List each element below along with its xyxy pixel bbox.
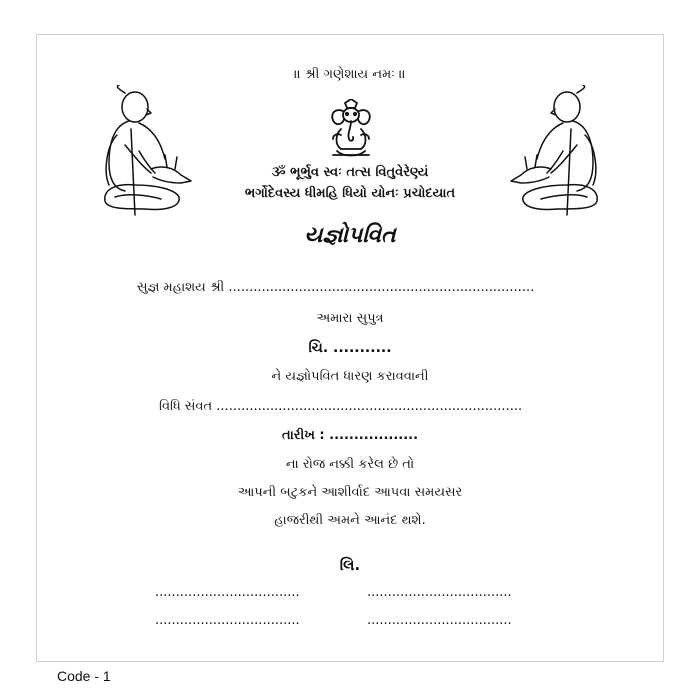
- son-line: અમારા સુપુત્ર: [316, 311, 384, 326]
- ganesha-icon: [325, 99, 377, 161]
- sign-dots-4: ...................................: [367, 613, 512, 628]
- chi-row: [37, 340, 663, 356]
- blessing-line: આપની બટુકને આશીર્વાદ આપવા સમયસર: [237, 485, 463, 500]
- invocation-text: ॥ શ્રી ગણેશાય નમઃ ॥: [294, 67, 406, 82]
- sign-dots-1: ...................................: [155, 585, 300, 600]
- ceremony-line: ને યજ્ઞોપવિત ધારણ કરાવવાની: [271, 369, 429, 384]
- mantra-line-1: ૐ ભૂર્ભુવ સ્વઃ તત્સ વિતુવેરેણ્યં: [271, 165, 429, 180]
- signed-label: લિ.: [339, 556, 361, 574]
- date-dots: ..................: [329, 428, 419, 443]
- greeting-label: સુજ્ઞ મહાશય શ્રી: [137, 280, 225, 295]
- vidhi-row: [159, 399, 522, 414]
- chi-label: ચિ.: [308, 340, 329, 356]
- date-row: [37, 428, 663, 443]
- code-label: Code - 1: [57, 668, 111, 684]
- presence-line: હાજરીથી અમને આનંદ થશે.: [274, 513, 426, 528]
- greeting-row: [137, 280, 534, 295]
- mantra-line-2: ભર્ગોદેવસ્ય ધીમહિ ધિયો યોનઃ પ્રચોદયાત: [244, 186, 456, 201]
- fixed-line: ના રોજ નક્કી કરેલ છે તો: [285, 457, 415, 472]
- vidhi-dots: ..........................................................................: [216, 399, 523, 414]
- date-label: તારીખ :: [281, 428, 325, 443]
- greeting-dots: ..........................................................................: [228, 280, 535, 295]
- sign-dots-3: ...................................: [155, 613, 300, 628]
- vidhi-label: વિધિ સંવત: [159, 399, 213, 414]
- sign-dots-2: ...................................: [367, 585, 512, 600]
- chi-dots: ...........: [333, 340, 392, 356]
- invitation-card: [36, 34, 664, 662]
- ceremony-title: યજ્ઞોપવિત: [304, 223, 396, 248]
